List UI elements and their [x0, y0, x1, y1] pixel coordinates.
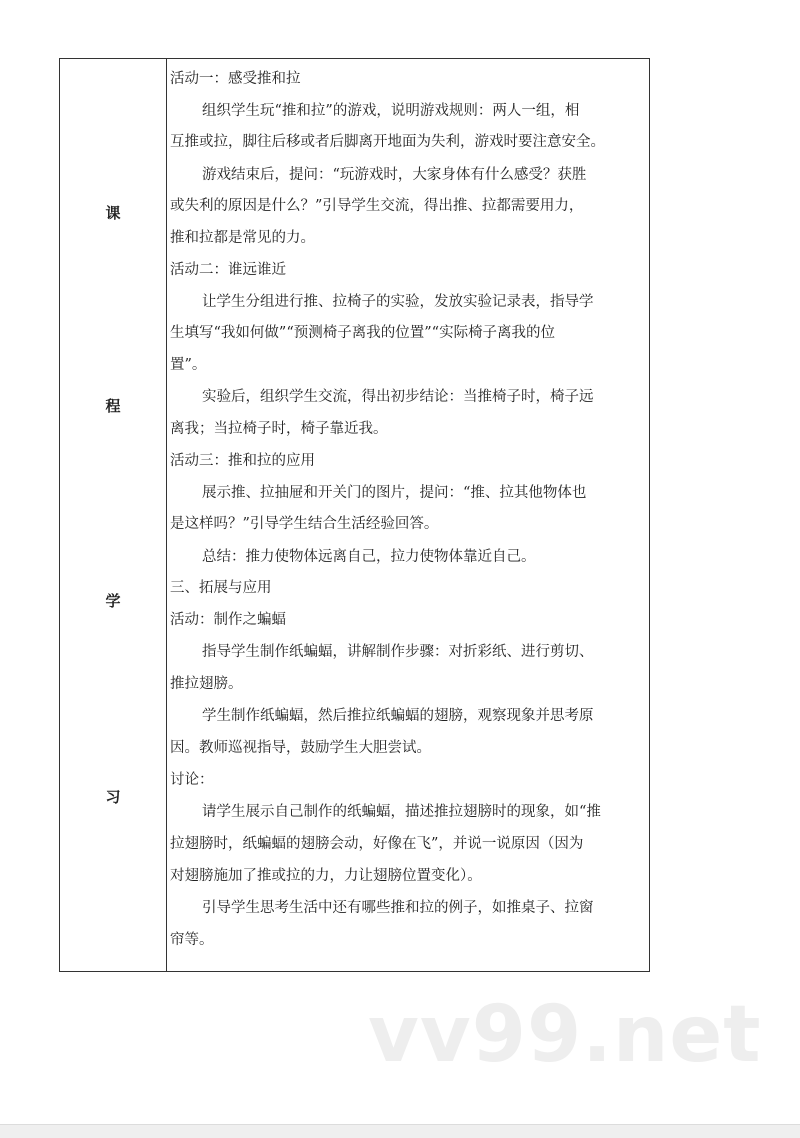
- content-line: 生填写“我如何做”“预测椅子离我的位置”“实际椅子离我的位: [170, 325, 556, 341]
- section-label-column: [60, 59, 167, 971]
- content-line: 活动二：谁远谁近: [170, 262, 286, 278]
- content-line: 实验后，组织学生交流，得出初步结论：当推椅子时，椅子远: [202, 389, 594, 405]
- content-line: 组织学生玩“推和拉”的游戏，说明游戏规则：两人一组，相: [202, 103, 580, 119]
- content-line: 指导学生制作纸蝙蝠，讲解制作步骤：对折彩纸、进行剪切、: [202, 644, 594, 660]
- section-label-char: 课: [105, 204, 121, 222]
- content-line: 活动一：感受推和拉: [170, 71, 301, 87]
- content-line: 活动：制作之蝙蝠: [170, 612, 286, 628]
- content-line: 讨论：: [170, 772, 214, 788]
- lesson-table: [59, 58, 650, 972]
- content-line: 离我；当拉椅子时，椅子靠近我。: [170, 421, 388, 437]
- content-line: 对翅膀施加了推或拉的力，力让翅膀位置变化）。: [170, 868, 482, 884]
- content-line: 推和拉都是常见的力。: [170, 230, 315, 246]
- bottom-bar: [0, 1124, 800, 1138]
- content-line: 置”。: [170, 357, 207, 373]
- content-line: 学生制作纸蝙蝠，然后推拉纸蝙蝠的翅膀，观察现象并思考原: [202, 708, 594, 724]
- content-line: 推拉翅膀。: [170, 676, 243, 692]
- content-line: 展示推、拉抽屉和开关门的图片，提问：“推、拉其他物体也: [202, 485, 587, 501]
- lesson-content: [167, 63, 649, 971]
- watermark: vv99.net: [368, 990, 762, 1080]
- section-label-char: 学: [105, 592, 121, 610]
- content-line: 是这样吗？”引导学生结合生活经验回答。: [170, 516, 439, 532]
- content-line: 游戏结束后，提问：“玩游戏时，大家身体有什么感受？获胜: [202, 167, 587, 183]
- content-line: 总结：推力使物体远离自己，拉力使物体靠近自己。: [202, 549, 536, 565]
- content-line: 帘等。: [170, 932, 214, 948]
- content-line: 拉翅膀时，纸蝙蝠的翅膀会动，好像在飞”，并说一说原因（因为: [170, 836, 584, 852]
- section-label-char: 习: [105, 788, 121, 806]
- content-line: 请学生展示自己制作的纸蝙蝠，描述推拉翅膀时的现象，如“推: [202, 804, 601, 820]
- content-line: 因。教师巡视指导，鼓励学生大胆尝试。: [170, 740, 431, 756]
- content-line: 或失利的原因是什么？”引导学生交流，得出推、拉都需要用力，: [170, 198, 584, 214]
- content-line: 引导学生思考生活中还有哪些推和拉的例子，如推桌子、拉窗: [202, 900, 594, 916]
- section-label-char: 程: [105, 397, 121, 415]
- content-line: 让学生分组进行推、拉椅子的实验，发放实验记录表，指导学: [202, 294, 594, 310]
- content-line: 活动三：推和拉的应用: [170, 453, 315, 469]
- content-line: 三、拓展与应用: [170, 580, 272, 596]
- content-line: 互推或拉，脚往后移或者后脚离开地面为失利，游戏时要注意安全。: [170, 134, 605, 150]
